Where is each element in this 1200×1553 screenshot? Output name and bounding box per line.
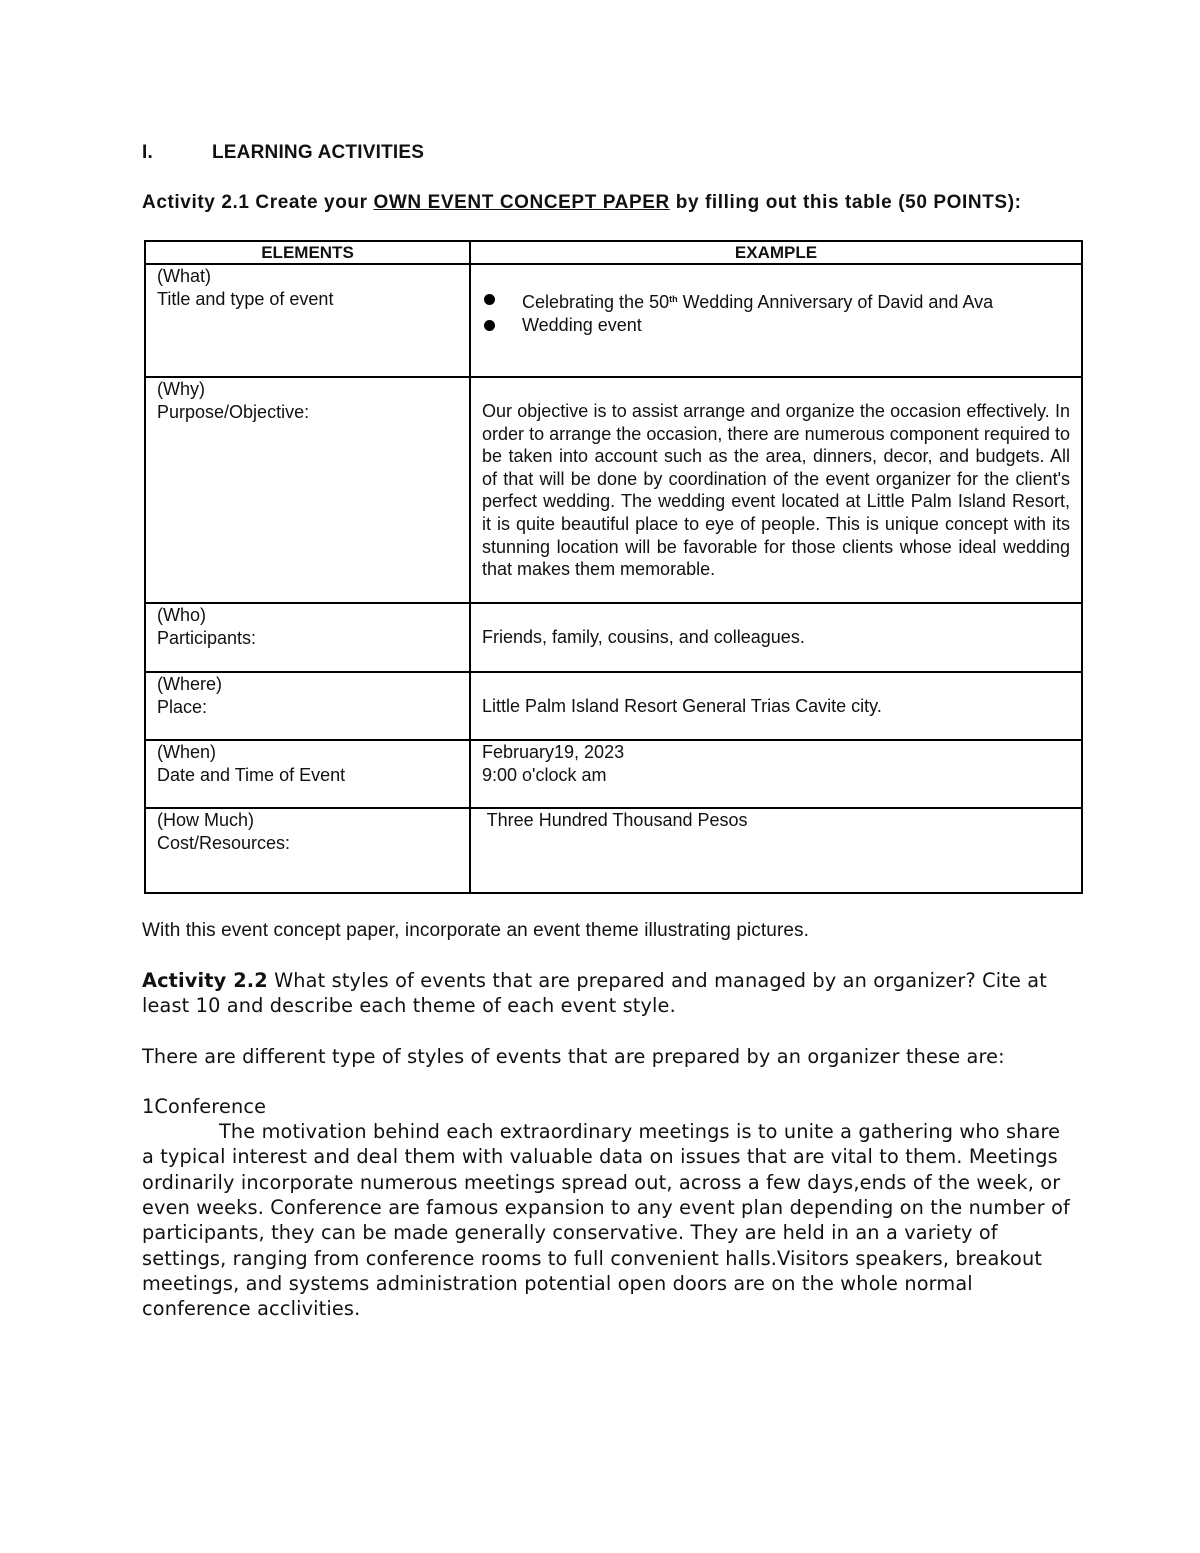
section-number: I. bbox=[142, 142, 153, 163]
place-value: Little Palm Island Resort General Trias Cavite city. bbox=[482, 696, 882, 716]
list-item: Celebrating the 50th Wedding Anniversary of David and Ava bbox=[482, 288, 1070, 314]
table-row-when: (When) Date and Time of Event February19, 2023 9:00 o'clock am bbox=[145, 740, 1082, 808]
title-bullet-list bbox=[482, 288, 1070, 336]
activity-2-2-section bbox=[142, 968, 1072, 1322]
header-example: EXAMPLE bbox=[470, 241, 1082, 264]
underlined-phrase: OWN EVENT CONCEPT PAPER bbox=[373, 192, 670, 213]
activity-2-2-intro: There are different type of styles of events that are prepared by an organizer these are: bbox=[142, 1044, 1005, 1068]
table-row-what: (What) Title and type of event Celebrating the 50th Wedding Anniversary of David and Ava Wedding event bbox=[145, 264, 1082, 377]
concept-paper-table bbox=[144, 240, 1083, 894]
section-title: LEARNING ACTIVITIES bbox=[212, 142, 425, 163]
cost-value: Three Hundred Thousand Pesos bbox=[482, 810, 748, 830]
table-header-row bbox=[145, 241, 1082, 264]
after-table-note: With this event concept paper, incorporate an event theme illustrating pictures. bbox=[142, 920, 810, 941]
objective-text: Our objective is to assist arrange and organize the occasion effectively. In order to arrange the occasion, there are numerous component required to be taken into account such as the area, dinners, decor, and budgets. All of that will be done by coordination of the event organizer for the client's perfect wedding. The wedding event located at Little Palm Island Resort, it is quite beautiful place to eye of people. This is unique concept with its stunning location will be favorable for those clients whose ideal wedding that makes them memorable. bbox=[482, 401, 1070, 580]
conference-body: The motivation behind each extraordinary meetings is to unite a gathering who share a typical interest and deal them with valuable data on issues that are vital to them. Meetings ordinarily incorporate numerous meetings spread out, across a few days,ends of the week, or even weeks. Conference are famous expansion to any event plan depending on the number of participants, they can be made generally conservative. They are held in an a variety of settings, ranging from conference rooms to full convenient halls.Visitors speakers, breakout meetings, and systems administration potential open doors are on the whole normal conference acclivities. bbox=[142, 1120, 1070, 1321]
participants-value: Friends, family, cousins, and colleagues. bbox=[482, 627, 805, 647]
header-elements: ELEMENTS bbox=[145, 241, 470, 264]
table-row-howmuch: (How Much) Cost/Resources: Three Hundred Thousand Pesos bbox=[145, 808, 1082, 893]
table-row-who: (Who) Participants: Friends, family, cousins, and colleagues. bbox=[145, 603, 1082, 672]
activity-2-2-question: Activity 2.2 What styles of events that are prepared and managed by an organizer? Cite at least 10 and describe each theme of each event style. bbox=[142, 969, 1047, 1018]
activity-2-1-instruction: Activity 2.1 Create your OWN EVENT CONCEPT PAPER by filling out this table (50 POINTS): bbox=[142, 192, 1022, 213]
table-row-where: (Where) Place: Little Palm Island Resort General Trias Cavite city. bbox=[145, 672, 1082, 740]
conference-title: 1Conference bbox=[142, 1094, 267, 1118]
section-heading bbox=[142, 142, 424, 164]
date-value: February19, 2023 bbox=[482, 742, 625, 762]
table-row-why: (Why) Purpose/Objective: Our objective is to assist arrange and organize the occasion effectively. In order to arrange the occasion, there are numerous component required to be taken into account such as the area, dinners, decor, and budgets. All of that will be done by coordination of the event organizer for the client's perfect wedding. The wedding event located at Little Palm Island Resort, it is quite beautiful place to eye of people. This is unique concept with its stunning location will be favorable for those clients whose ideal wedding that makes them memorable. bbox=[145, 377, 1082, 603]
list-item: Wedding event bbox=[482, 314, 1070, 337]
time-value: 9:00 o'clock am bbox=[482, 764, 607, 785]
